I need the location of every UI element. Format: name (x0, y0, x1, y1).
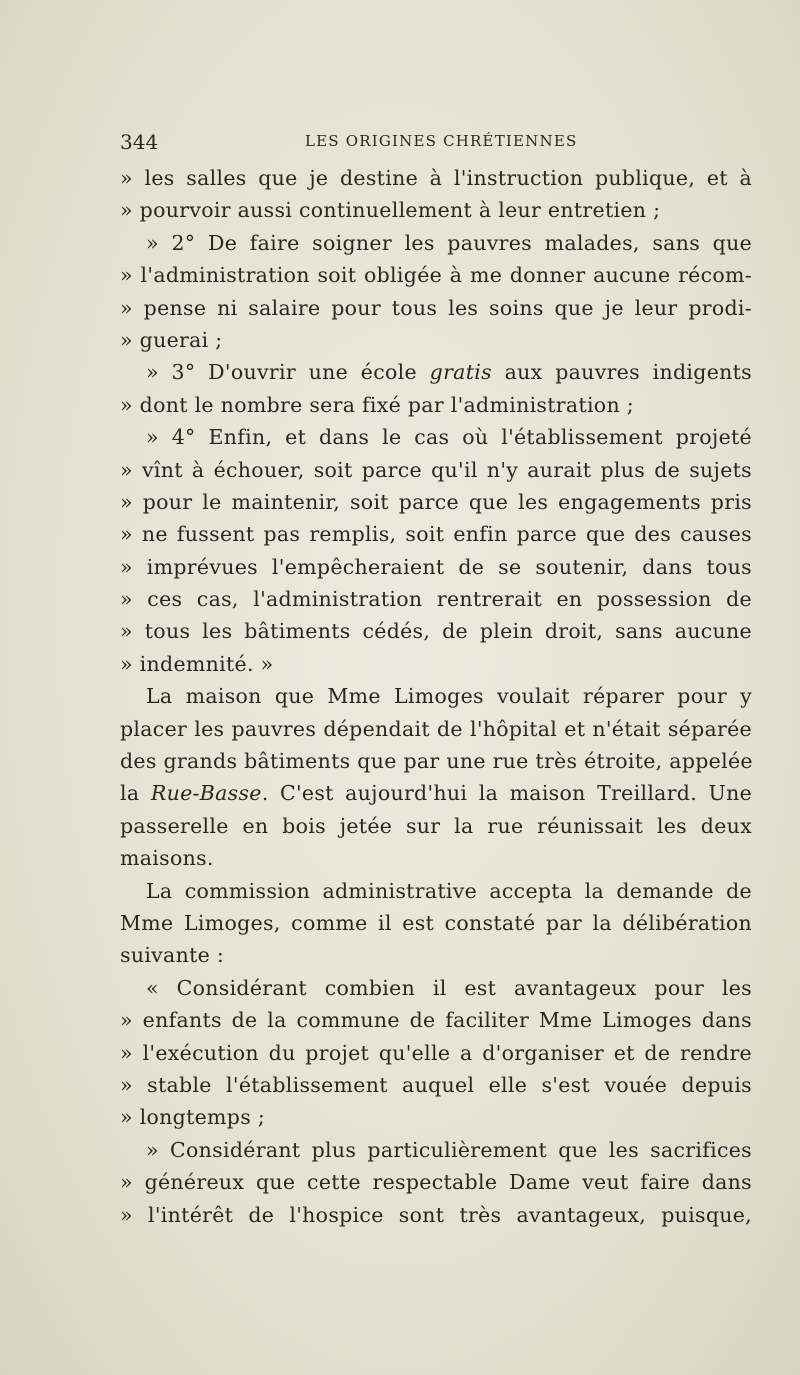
text-line (120, 324, 752, 356)
text-line (120, 713, 752, 745)
line-text: La commission administrative accepta la demande de (146, 878, 752, 903)
line-text: La maison que Mme Limoges voulait réparer pour y (146, 684, 752, 709)
line-text: suivante : (120, 943, 225, 968)
line-text: » pour le maintenir, soit parce que les engagements pris (120, 489, 752, 514)
text-line (120, 972, 752, 1004)
line-text: » vînt à échouer, soit parce qu'il n'y aurait plus de sujets (120, 457, 752, 482)
text-line (120, 356, 752, 388)
text-line (120, 680, 752, 712)
text-line (120, 777, 752, 809)
text-line (120, 939, 752, 971)
text-line (120, 615, 752, 647)
line-text: » ces cas, l'administration rentrerait en possession de (120, 587, 752, 612)
text-line (120, 518, 752, 550)
line-text: des grands bâtiments que par une rue très étroite, appelée (120, 749, 753, 774)
line-text: » l'administration soit obligée à me donner aucune récom- (120, 263, 752, 288)
line-text: » tous les bâtiments cédés, de plein droit, sans aucune (120, 619, 752, 644)
text-line (120, 194, 752, 226)
line-text: » longtemps ; (120, 1105, 266, 1130)
line-text: » 2° De faire soigner les pauvres malades, sans que (146, 230, 752, 255)
text-line (120, 421, 752, 453)
page-header (120, 130, 750, 154)
line-text: » ne fussent pas remplis, soit enfin parce que des causes (120, 522, 752, 547)
line-text: la (120, 781, 151, 806)
line-text: » les salles que je destine à l'instruction publique, et à (120, 166, 752, 190)
text-line (120, 551, 752, 583)
text-line (120, 583, 752, 615)
text-line (120, 1166, 752, 1198)
text-line (120, 1134, 752, 1166)
line-text: » 4° Enfin, et dans le cas où l'établissement projeté (146, 425, 752, 450)
italic-term: gratis (429, 360, 492, 385)
line-text: « Considérant combien il est avantageux pour les (146, 975, 752, 1000)
body-text (120, 162, 752, 1231)
text-line (120, 907, 752, 939)
running-title: LES ORIGINES CHRÉTIENNES (305, 132, 578, 150)
text-line (120, 1199, 752, 1231)
line-text-continued: . C'est aujourd'hui la maison Treillard. Une (261, 781, 752, 806)
line-text: » Considérant plus particulièrement que les sacrifices (146, 1137, 752, 1162)
line-text-continued: aux pauvres indigents (491, 360, 752, 385)
page-number: 344 (120, 130, 159, 154)
line-text: » stable l'établissement auquel elle s'est vouée depuis (120, 1072, 752, 1097)
text-line (120, 1004, 752, 1036)
line-text: » l'intérêt de l'hospice sont très avantageux, puisque, (120, 1202, 752, 1227)
text-line (120, 486, 752, 518)
line-text: maisons. (120, 846, 214, 871)
text-line (120, 259, 752, 291)
line-text: passerelle en bois jetée sur la rue réunissait les deux (120, 813, 752, 838)
line-text: Mme Limoges, comme il est constaté par la délibération (120, 910, 752, 935)
line-text: » l'exécution du projet qu'elle a d'organiser et de rendre (120, 1040, 752, 1065)
line-text: » dont le nombre sera fixé par l'administration ; (120, 392, 634, 417)
line-text: » pense ni salaire pour tous les soins que je leur prodi- (120, 295, 752, 320)
text-line (120, 745, 752, 777)
text-line (120, 842, 752, 874)
line-text: » imprévues l'empêcheraient de se soutenir, dans tous (120, 554, 752, 579)
line-text: » indemnité. » (120, 651, 274, 676)
text-line (120, 162, 752, 194)
text-line (120, 875, 752, 907)
line-text: placer les pauvres dépendait de l'hôpital et n'était séparée (120, 716, 752, 741)
text-line (120, 389, 752, 421)
line-text: » enfants de la commune de faciliter Mme Limoges dans (120, 1008, 752, 1033)
text-line (120, 648, 752, 680)
text-line (120, 1101, 752, 1133)
line-text: » guerai ; (120, 327, 223, 352)
text-line (120, 292, 752, 324)
text-line (120, 227, 752, 259)
text-line (120, 454, 752, 486)
italic-term: Rue-Basse (150, 781, 262, 806)
text-line (120, 1037, 752, 1069)
line-text: » pourvoir aussi continuellement à leur entretien ; (120, 198, 661, 223)
line-text: » généreux que cette respectable Dame veut faire dans (120, 1170, 752, 1195)
text-line (120, 810, 752, 842)
line-text: » 3° D'ouvrir une école (146, 360, 430, 385)
text-line (120, 1069, 752, 1101)
